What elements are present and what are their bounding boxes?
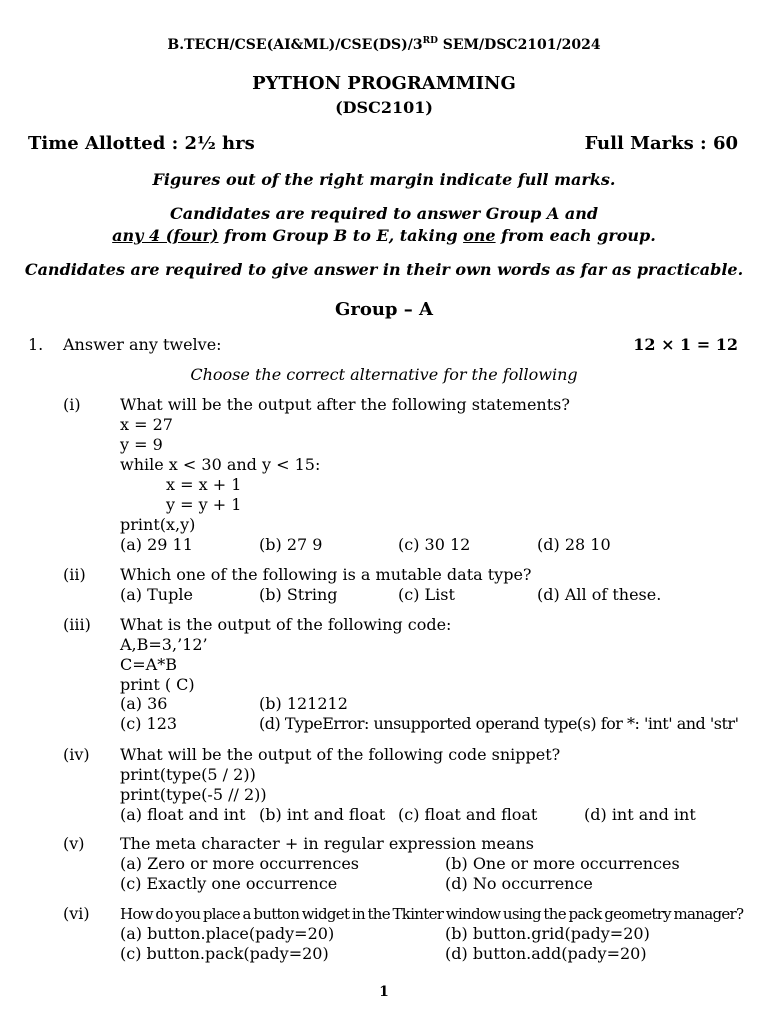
item-question: What is the output of the following code: xyxy=(120,615,452,634)
item-number: (iv) xyxy=(63,745,90,764)
time-allotted: Time Allotted : 2½ hrs xyxy=(28,133,255,154)
code-line: C=A*B xyxy=(120,655,177,674)
option-b: (b) button.grid(pady=20) xyxy=(445,924,650,943)
code-line: while x < 30 and y < 15: xyxy=(120,455,321,474)
option-c: (c) List xyxy=(398,585,455,604)
paper-title: PYTHON PROGRAMMING xyxy=(252,73,516,94)
item-number: (vi) xyxy=(63,904,90,923)
instruction-line-2 xyxy=(0,226,768,245)
option-d: (d) button.add(pady=20) xyxy=(445,944,647,963)
code-line: y = 9 xyxy=(120,435,163,454)
question-subtitle: Choose the correct alternative for the following xyxy=(190,365,578,384)
question-prompt: Answer any twelve: xyxy=(63,335,222,354)
question-number: 1. xyxy=(28,335,44,354)
option-c: (c) float and float xyxy=(398,805,538,824)
code-line: print ( C) xyxy=(120,675,195,694)
paper-code-suffix: SEM/DSC2101/2024 xyxy=(437,37,601,53)
item-number: (iii) xyxy=(63,615,91,634)
item-number: (ii) xyxy=(63,565,86,584)
option-b: (b) String xyxy=(259,585,338,604)
margin-note: Figures out of the right margin indicate full marks. xyxy=(152,170,616,189)
code-line: A,B=3,’12’ xyxy=(120,635,208,654)
code-line: print(type(-5 // 2)) xyxy=(120,785,267,804)
option-a: (a) Zero or more occurrences xyxy=(120,854,360,873)
paper-code-superscript: RD xyxy=(422,36,438,46)
item-number: (i) xyxy=(63,395,81,414)
option-a: (a) 29 11 xyxy=(120,535,193,554)
item-number: (v) xyxy=(63,834,85,853)
item-question: What will be the output of the following code snippet? xyxy=(120,745,561,764)
option-c: (c) button.pack(pady=20) xyxy=(120,944,329,963)
question-marks: 12 × 1 = 12 xyxy=(633,335,738,354)
option-c: (c) 123 xyxy=(120,714,178,733)
code-line: print(x,y) xyxy=(120,515,196,534)
option-b: (b) int and float xyxy=(259,805,386,824)
option-c: (c) Exactly one occurrence xyxy=(120,874,338,893)
option-b: (b) 27 9 xyxy=(259,535,323,554)
paper-code xyxy=(0,36,768,53)
instruction-line-1: Candidates are required to answer Group A and xyxy=(169,204,599,223)
option-c: (c) 30 12 xyxy=(398,535,471,554)
item-question: The meta character + in regular expression means xyxy=(120,834,534,853)
code-line: x = 27 xyxy=(120,415,173,434)
code-line: y = y + 1 xyxy=(166,495,242,514)
item-question: Which one of the following is a mutable data type? xyxy=(120,565,532,584)
instruction-end: from each group. xyxy=(495,226,656,245)
page-number: 1 xyxy=(379,984,389,1000)
option-a: (a) button.place(pady=20) xyxy=(120,924,335,943)
instruction-any-four: any 4 (four) xyxy=(112,226,219,245)
full-marks: Full Marks : 60 xyxy=(584,133,738,154)
subject-code: (DSC2101) xyxy=(335,98,433,117)
item-question: What will be the output after the following statements? xyxy=(120,395,570,414)
option-d: (d) No occurrence xyxy=(445,874,593,893)
instruction-one: one xyxy=(463,226,496,245)
option-b: (b) 121212 xyxy=(259,694,348,713)
own-words-note: Candidates are required to give answer in their own words as far as practicable. xyxy=(24,260,744,279)
option-d: (d) int and int xyxy=(584,805,696,824)
option-d: (d) 28 10 xyxy=(537,535,611,554)
code-line: print(type(5 / 2)) xyxy=(120,765,256,784)
paper-code-prefix: B.TECH/CSE(AI&ML)/CSE(DS)/3 xyxy=(167,37,423,53)
option-b: (b) One or more occurrences xyxy=(445,854,680,873)
option-d: (d) All of these. xyxy=(537,585,662,604)
group-heading: Group – A xyxy=(334,299,434,320)
option-a: (a) Tuple xyxy=(120,585,193,604)
option-a: (a) 36 xyxy=(120,694,168,713)
option-a: (a) float and int xyxy=(120,805,246,824)
option-d: (d) TypeError: unsupported operand type(s) for *: 'int' and 'str' xyxy=(259,714,739,733)
instruction-mid: from Group B to E, taking xyxy=(218,226,464,245)
code-line: x = x + 1 xyxy=(166,475,242,494)
item-question: How do you place a button widget in the Tkinter window using the pack geometry manager? xyxy=(120,905,744,923)
